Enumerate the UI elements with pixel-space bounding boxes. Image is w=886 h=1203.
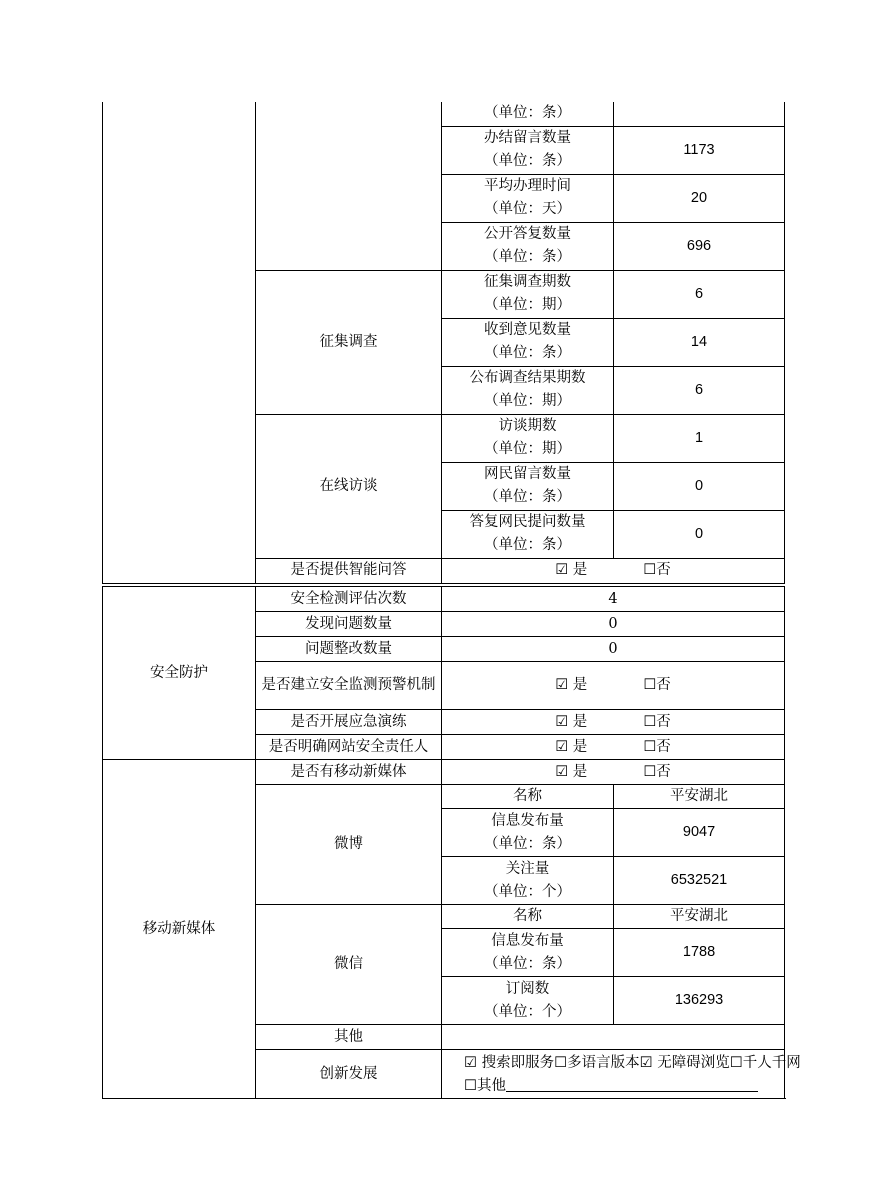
yes-checkbox-checked[interactable]: ☑ 是 bbox=[555, 562, 588, 578]
report-table bbox=[102, 102, 785, 584]
interview-title: 在线访谈 bbox=[256, 414, 442, 558]
security-value: 0 bbox=[442, 637, 785, 662]
metric-value: 14 bbox=[614, 318, 785, 366]
security-check-options bbox=[442, 662, 785, 710]
metric-value: 20 bbox=[614, 174, 785, 222]
metric-label: 关注量 （单位：个） bbox=[442, 857, 614, 905]
security-check-label: 是否明确网站安全责任人 bbox=[256, 735, 442, 760]
multilingual-checkbox[interactable]: ☐多语言版本 bbox=[554, 1055, 640, 1071]
metric-value: 1788 bbox=[614, 929, 785, 977]
metric-value: 9047 bbox=[614, 809, 785, 857]
security-value: 4 bbox=[442, 587, 785, 612]
wechat-name-value: 平安湖北 bbox=[614, 905, 785, 929]
weibo-name-label: 名称 bbox=[442, 785, 614, 809]
innovation-title: 创新发展 bbox=[256, 1050, 442, 1099]
metric-value: 6532521 bbox=[614, 857, 785, 905]
metric-value: 1 bbox=[614, 414, 785, 462]
search-service-checkbox-checked[interactable]: ☑ 搜索即服务 bbox=[464, 1055, 555, 1071]
security-check-label: 是否开展应急演练 bbox=[256, 710, 442, 735]
security-check-options bbox=[442, 735, 785, 760]
continued-value-cell bbox=[614, 102, 785, 126]
no-checkbox[interactable]: ☐否 bbox=[643, 562, 671, 578]
security-title: 安全防护 bbox=[103, 587, 256, 760]
metric-value: 1173 bbox=[614, 126, 785, 174]
smart-qa-label: 是否提供智能问答 bbox=[256, 558, 442, 583]
subcategory-cell-continued bbox=[256, 102, 442, 270]
yes-checkbox-checked[interactable]: ☑ 是 bbox=[555, 677, 588, 693]
innovation-options bbox=[442, 1050, 801, 1099]
security-value: 0 bbox=[442, 612, 785, 637]
weibo-name-value: 平安湖北 bbox=[614, 785, 785, 809]
no-checkbox[interactable]: ☐否 bbox=[643, 677, 671, 693]
mobile-other-value bbox=[442, 1025, 785, 1050]
accessibility-checkbox-checked[interactable]: ☑ 无障碍浏览 bbox=[639, 1055, 730, 1071]
metric-value: 696 bbox=[614, 222, 785, 270]
metric-label: 征集调查期数 （单位：期） bbox=[442, 270, 614, 318]
survey-title: 征集调查 bbox=[256, 270, 442, 414]
security-check-label: 是否建立安全监测预警机制 bbox=[256, 662, 442, 710]
no-checkbox[interactable]: ☐否 bbox=[643, 738, 671, 755]
continued-unit-label: （单位：条） bbox=[442, 102, 614, 126]
other-checkbox[interactable]: ☐其他 bbox=[464, 1078, 506, 1094]
metric-label: 公开答复数量 （单位：条） bbox=[442, 222, 614, 270]
mobile-title: 移动新媒体 bbox=[103, 760, 256, 1099]
personalized-checkbox[interactable]: ☐千人千网 bbox=[729, 1055, 801, 1071]
metric-label: 答复网民提问数量 （单位：条） bbox=[442, 510, 614, 558]
security-label: 发现问题数量 bbox=[256, 612, 442, 637]
yes-checkbox-checked[interactable]: ☑ 是 bbox=[555, 738, 588, 755]
report-table-lower bbox=[102, 586, 801, 1099]
metric-label: 办结留言数量 （单位：条） bbox=[442, 126, 614, 174]
metric-label: 公布调查结果期数 （单位：期） bbox=[442, 366, 614, 414]
metric-value: 0 bbox=[614, 510, 785, 558]
metric-value: 0 bbox=[614, 462, 785, 510]
metric-label: 信息发布量 （单位：条） bbox=[442, 929, 614, 977]
metric-label: 信息发布量 （单位：条） bbox=[442, 809, 614, 857]
category-cell-continued bbox=[103, 102, 256, 583]
metric-label: 访谈期数 （单位：期） bbox=[442, 414, 614, 462]
metric-label: 收到意见数量 （单位：条） bbox=[442, 318, 614, 366]
other-underline bbox=[506, 1075, 758, 1092]
security-label: 安全检测评估次数 bbox=[256, 587, 442, 612]
security-label: 问题整改数量 bbox=[256, 637, 442, 662]
mobile-other-label: 其他 bbox=[256, 1025, 442, 1050]
metric-label: 平均办理时间 （单位：天） bbox=[442, 174, 614, 222]
smart-qa-options bbox=[442, 558, 785, 583]
metric-value: 6 bbox=[614, 270, 785, 318]
metric-label: 订阅数 （单位：个） bbox=[442, 977, 614, 1025]
has-mobile-label: 是否有移动新媒体 bbox=[256, 760, 442, 785]
yes-checkbox-checked[interactable]: ☑ 是 bbox=[555, 713, 588, 730]
no-checkbox[interactable]: ☐否 bbox=[643, 713, 671, 730]
metric-value: 6 bbox=[614, 366, 785, 414]
wechat-title: 微信 bbox=[256, 905, 442, 1025]
yes-checkbox-checked[interactable]: ☑ 是 bbox=[555, 763, 588, 780]
metric-label: 网民留言数量 （单位：条） bbox=[442, 462, 614, 510]
weibo-title: 微博 bbox=[256, 785, 442, 905]
security-check-options bbox=[442, 710, 785, 735]
no-checkbox[interactable]: ☐否 bbox=[643, 763, 671, 780]
has-mobile-options bbox=[442, 760, 785, 785]
metric-value: 136293 bbox=[614, 977, 785, 1025]
wechat-name-label: 名称 bbox=[442, 905, 614, 929]
